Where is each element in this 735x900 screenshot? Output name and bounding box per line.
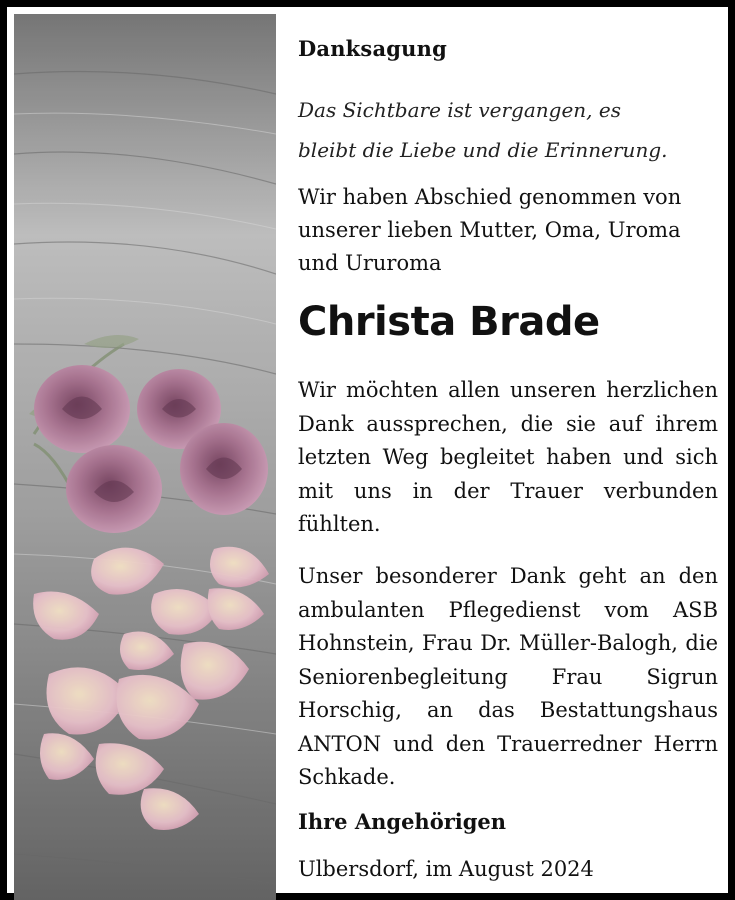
obituary-text <box>298 14 718 900</box>
intro-text: Wir haben Abschied genommen von unserer lieben Mutter, Oma, Uroma und Ururoma <box>298 185 682 275</box>
place-date: Ulbersdorf, im August 2024 <box>298 857 594 881</box>
roses-illustration <box>14 14 276 900</box>
thanks-paragraph: Wir möchten allen unseren herzlichen Dank aussprechen, die sie auf ihrem letzten Weg begleitet haben und sich mit uns in der Trauer verbunden fühlten. <box>298 378 718 536</box>
special-thanks-paragraph: Unser besonderer Dank geht an den ambulanten Pflegedienst vom ASB Hohnstein, Frau Dr. Müller-Balogh, die Seniorenbegleitung Frau Sigrun Horschig, an das Bestattungshaus ANTON und den Trauerredner Herrn Schkade. <box>298 564 718 789</box>
deceased-name: Christa Brade <box>298 299 600 345</box>
poem-line-1: Das Sichtbare ist vergangen, es <box>298 98 621 122</box>
poem-quote <box>298 90 718 170</box>
heading: Danksagung <box>298 36 447 61</box>
dried-roses-photo <box>14 14 276 900</box>
signature: Ihre Angehörigen <box>298 809 507 834</box>
poem-line-2: bleibt die Liebe und die Erinnerung. <box>298 138 668 162</box>
